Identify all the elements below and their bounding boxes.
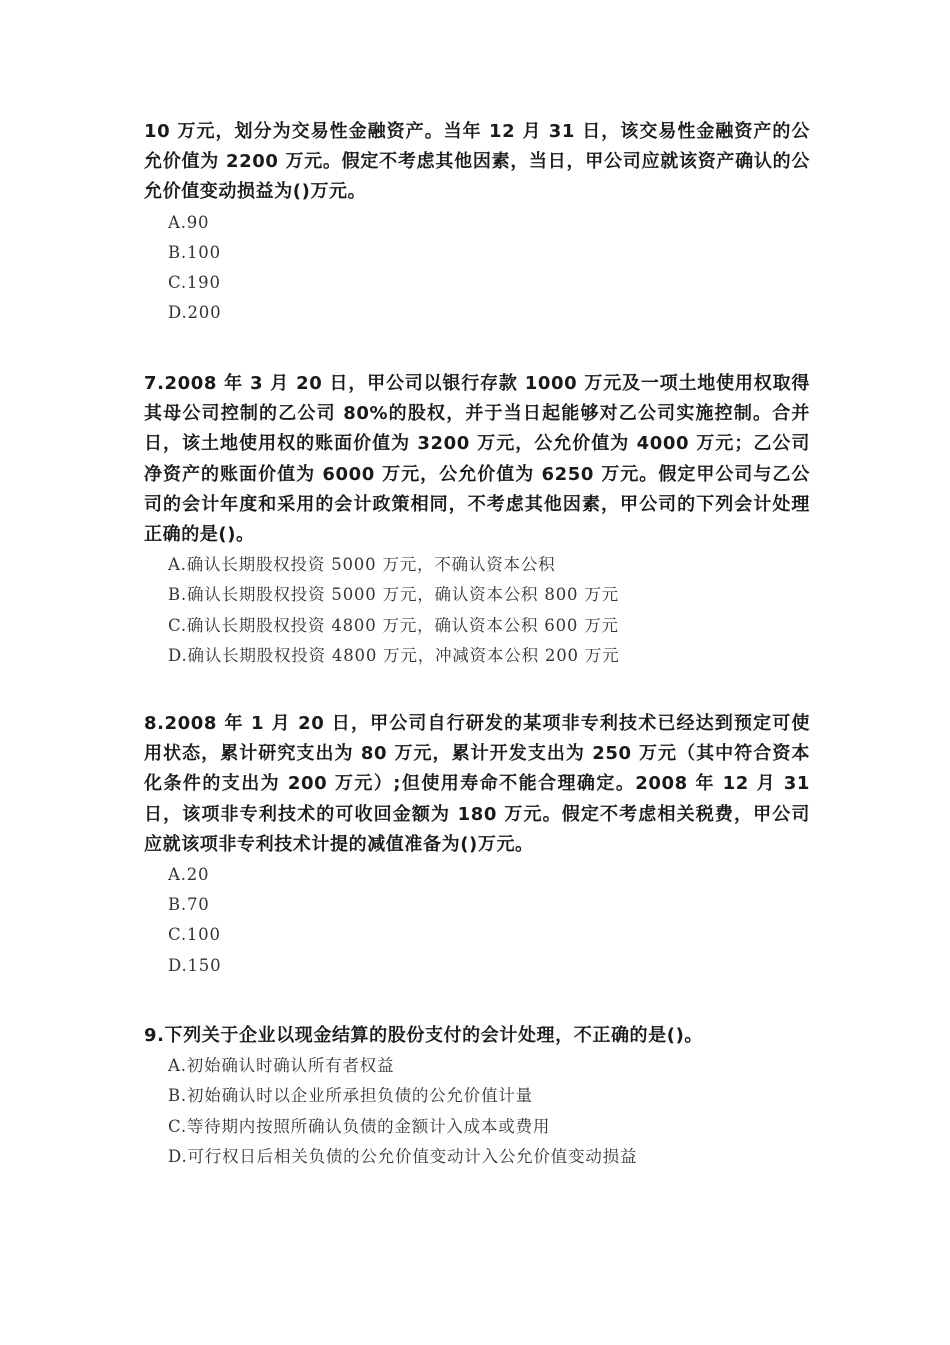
option-list [144,550,810,671]
option-b: B.确认长期股权投资 5000 万元，确认资本公积 800 万元 [168,585,619,605]
question-stem: 9.下列关于企业以现金结算的股份支付的会计处理，不正确的是()。 [144,1025,704,1046]
option-d: D.200 [168,303,222,323]
option-a: A.初始确认时确认所有者权益 [168,1056,395,1076]
option-list [144,208,810,329]
option-list [144,1051,810,1172]
option-b: B.100 [168,242,221,262]
question-9 [144,1021,810,1172]
question-10-continued [144,117,810,328]
option-c: C.确认长期股权投资 4800 万元，确认资本公积 600 万元 [168,615,619,635]
question-stem: 10 万元，划分为交易性金融资产。当年 12 月 31 日，该交易性金融资产的公允价值为 2200 万元。假定不考虑其他因素，当日，甲公司应就该资产确认的公允价值变动损益为()万元。 [144,121,810,203]
option-a: A.确认长期股权投资 5000 万元，不确认资本公积 [168,555,556,575]
option-b: B.70 [168,895,210,915]
option-d: D.可行权日后相关负债的公允价值变动计入公允价值变动损益 [168,1146,638,1166]
question-7 [144,369,810,671]
option-a: A.20 [168,865,210,885]
question-8 [144,709,810,981]
question-stem: 7.2008 年 3 月 20 日，甲公司以银行存款 1000 万元及一项土地使用权取得其母公司控制的乙公司 80%的股权，并于当日起能够对乙公司实施控制。合并日，该土地使用权的账面价值为 3200 万元，公允价值为 4000 万元；乙公司净资产的账面价值为 6000 万元，公允价值为 6250 万元。假定甲公司与乙公司的会计年度和采用的会计政策相同，不考虑其他因素，甲公司的下列会计处理正确的是()。 [144,373,810,546]
option-c: C.190 [168,273,221,293]
option-list [144,860,810,981]
option-b: B.初始确认时以企业所承担负债的公允价值计量 [168,1086,533,1106]
option-c: C.等待期内按照所确认负债的金额计入成本或费用 [168,1116,551,1136]
option-c: C.100 [168,925,221,945]
option-d: D.确认长期股权投资 4800 万元，冲减资本公积 200 万元 [168,645,620,665]
option-d: D.150 [168,955,222,975]
question-stem: 8.2008 年 1 月 20 日，甲公司自行研发的某项非专利技术已经达到预定可使用状态，累计研究支出为 80 万元，累计开发支出为 250 万元（其中符合资本化条件的支出为 200 万元）;但使用寿命不能合理确定。2008 年 12 月 31 日，该项非专利技术的可收回金额为 180 万元。假定不考虑相关税费，甲公司应就该项非专利技术计提的减值准备为()万元。 [144,713,810,855]
option-a: A.90 [168,212,210,232]
